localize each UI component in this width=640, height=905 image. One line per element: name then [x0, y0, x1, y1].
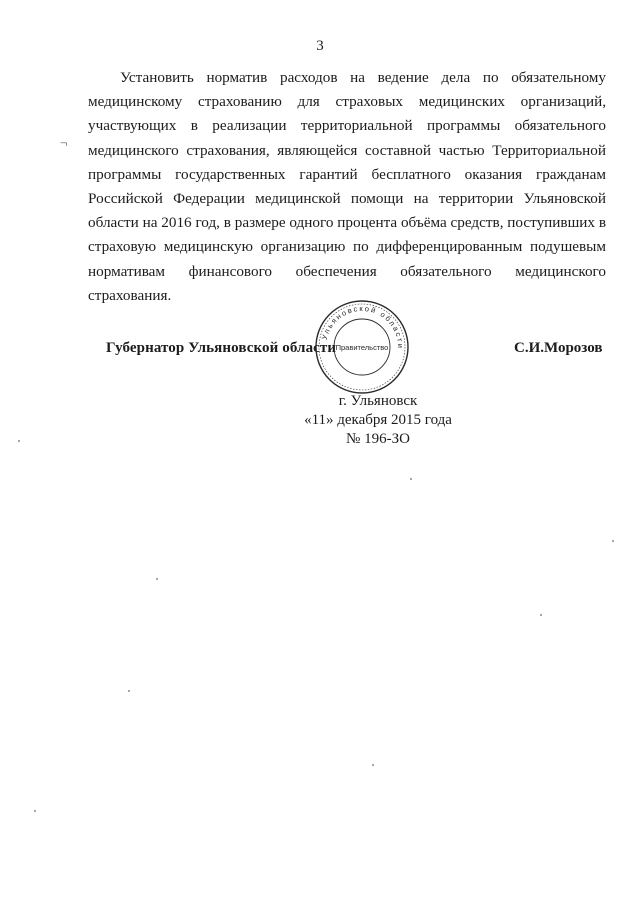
official-seal: [312, 297, 412, 397]
scan-speck: [128, 690, 130, 692]
signatory-name: С.И.Морозов: [514, 340, 603, 356]
margin-mark: ¬: [60, 135, 68, 150]
issue-block: [298, 392, 458, 449]
scan-speck: [34, 810, 36, 812]
issue-number: № 196-ЗО: [346, 431, 410, 447]
scan-speck: [18, 440, 20, 442]
seal-center-text: Правительство: [335, 343, 389, 352]
scan-speck: [540, 614, 542, 616]
issue-place: г. Ульяновск: [338, 393, 418, 409]
body-paragraph: Установить норматив расходов на ведение дела по обязательному медицинскому страхованию для страховых медицинских организаций, участвующих в реализации территориальной программы обязательного медицинского страхования, являющейся составной частью Территориальной программы государственных гарантий бесплатного оказания гражданам Российской Федерации медицинской помощи на территории Ульяновской области на 2016 год, в размере одного процента объёма средств, поступивших в страховую медицинскую организацию по дифференцированным подушевым нормативам финансового обеспечения обязательного медицинского страхования.: [88, 69, 606, 304]
seal-ring-text: Ульяновской области: [319, 303, 406, 350]
issue-date: «11» декабря 2015 года: [304, 412, 452, 428]
scan-speck: [612, 540, 614, 542]
scan-speck: [410, 478, 412, 480]
scan-speck: [156, 578, 158, 580]
signatory-title: Губернатор Ульяновской области: [106, 340, 337, 356]
scan-speck: [372, 764, 374, 766]
page-number: 3: [316, 38, 324, 54]
